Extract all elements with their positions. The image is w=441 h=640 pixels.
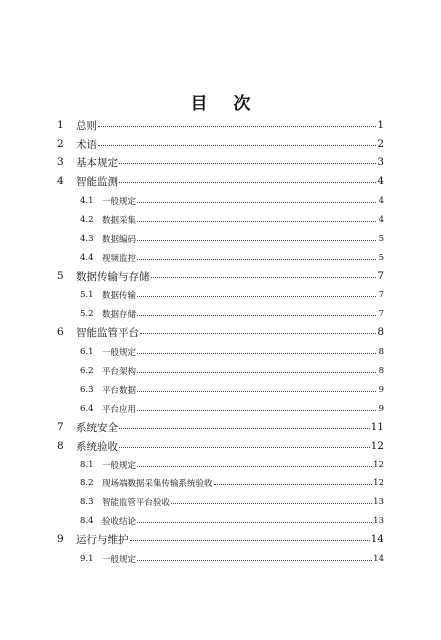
dot-leader bbox=[137, 202, 376, 203]
toc-label: 术语 bbox=[76, 138, 97, 151]
toc-number: 8.4 bbox=[80, 516, 94, 526]
toc-page-number: 3 bbox=[377, 156, 384, 168]
toc-entry bbox=[76, 269, 384, 284]
toc-label: 数据存储 bbox=[102, 310, 137, 320]
toc-number: 4 bbox=[57, 175, 64, 187]
toc-entry bbox=[102, 384, 384, 396]
toc-entry bbox=[76, 420, 384, 435]
dot-leader bbox=[137, 240, 376, 241]
toc-number: 5.2 bbox=[80, 309, 94, 319]
toc-section-row[interactable] bbox=[0, 382, 441, 398]
toc-page-number: 9 bbox=[378, 385, 384, 395]
toc-number: 6.4 bbox=[80, 404, 94, 414]
toc-label: 平台架构 bbox=[102, 367, 137, 377]
toc-title-right: 次 bbox=[233, 94, 251, 114]
toc-title-left: 目 bbox=[190, 94, 208, 114]
toc-entry bbox=[102, 459, 384, 471]
toc-label: 数据编码 bbox=[102, 235, 137, 245]
toc-chapter-row[interactable] bbox=[0, 154, 441, 170]
toc-page-number: 2 bbox=[377, 138, 384, 150]
toc-label: 视频监控 bbox=[102, 254, 137, 264]
toc-number: 8.1 bbox=[80, 460, 94, 470]
toc-page-number: 8 bbox=[378, 366, 384, 376]
toc-page-number: 7 bbox=[377, 270, 384, 282]
toc-number: 4.3 bbox=[80, 234, 94, 244]
toc-page-number: 8 bbox=[377, 326, 384, 338]
dot-leader bbox=[130, 540, 370, 541]
toc-chapter-row[interactable] bbox=[0, 173, 441, 189]
dot-leader bbox=[137, 353, 376, 354]
toc-chapter-row[interactable] bbox=[0, 438, 441, 454]
toc-number: 8 bbox=[57, 440, 64, 452]
toc-entry bbox=[102, 195, 384, 207]
toc-number: 4.4 bbox=[80, 253, 94, 263]
toc-number: 2 bbox=[57, 138, 64, 150]
toc-label: 系统验收 bbox=[76, 440, 118, 453]
toc-page-number: 14 bbox=[370, 533, 384, 545]
toc-entry bbox=[76, 118, 384, 133]
toc-page-number: 11 bbox=[370, 421, 384, 433]
toc-section-row[interactable] bbox=[0, 494, 441, 510]
toc-number: 1 bbox=[57, 119, 64, 131]
toc-label: 智能监管平台验收 bbox=[102, 498, 171, 508]
toc-number: 6.1 bbox=[80, 347, 94, 357]
dot-leader bbox=[137, 221, 376, 222]
toc-label: 数据采集 bbox=[102, 216, 137, 226]
toc-label: 数据传输 bbox=[102, 291, 137, 301]
toc-entry bbox=[76, 532, 384, 547]
toc-label: 数据传输与存储 bbox=[76, 270, 150, 283]
toc-number: 8.2 bbox=[80, 478, 94, 488]
toc-number: 6.3 bbox=[80, 385, 94, 395]
toc-number: 9 bbox=[57, 533, 64, 545]
toc-entry bbox=[102, 233, 384, 245]
toc-number: 4.2 bbox=[80, 215, 94, 225]
toc-section-row[interactable] bbox=[0, 212, 441, 228]
toc-section-row[interactable] bbox=[0, 363, 441, 379]
toc-entry bbox=[102, 496, 384, 508]
toc-entry bbox=[102, 308, 384, 320]
toc-number: 5 bbox=[57, 270, 64, 282]
toc-label: 一般规定 bbox=[102, 461, 137, 471]
toc-number: 6.2 bbox=[80, 366, 94, 376]
toc-label: 一般规定 bbox=[102, 348, 137, 358]
dot-leader bbox=[137, 259, 376, 260]
toc-chapter-row[interactable] bbox=[0, 419, 441, 435]
toc-chapter-row[interactable] bbox=[0, 136, 441, 152]
toc-page-number: 9 bbox=[378, 404, 384, 414]
toc-label: 基本规定 bbox=[76, 156, 118, 169]
toc-number: 3 bbox=[57, 156, 64, 168]
dot-leader bbox=[137, 391, 376, 392]
dot-leader bbox=[137, 522, 372, 523]
toc-page-number: 12 bbox=[373, 460, 384, 470]
toc-section-row[interactable] bbox=[0, 551, 441, 567]
dot-leader bbox=[119, 163, 376, 164]
toc-page-number: 5 bbox=[378, 253, 384, 263]
toc-entry bbox=[102, 553, 384, 565]
toc-label: 验收结论 bbox=[102, 517, 137, 527]
toc-section-row[interactable] bbox=[0, 344, 441, 360]
toc-label: 系统安全 bbox=[76, 421, 118, 434]
toc-page-number: 8 bbox=[378, 347, 384, 357]
toc-label: 一般规定 bbox=[102, 555, 137, 565]
toc-label: 运行与维护 bbox=[76, 533, 129, 546]
toc-section-row[interactable] bbox=[0, 287, 441, 303]
dot-leader bbox=[119, 182, 376, 183]
dot-leader bbox=[137, 372, 376, 373]
dot-leader bbox=[98, 145, 376, 146]
toc-page-number: 7 bbox=[378, 309, 384, 319]
toc-number: 8.3 bbox=[80, 497, 94, 507]
toc-page-number: 13 bbox=[373, 516, 384, 526]
toc-label: 智能监测 bbox=[76, 175, 118, 188]
toc-section-row[interactable] bbox=[0, 457, 441, 473]
toc-label: 现场端数据采集传输系统验收 bbox=[102, 479, 213, 489]
toc-number: 5.1 bbox=[80, 290, 94, 300]
toc-entry bbox=[102, 252, 384, 264]
dot-leader bbox=[140, 333, 376, 334]
toc-chapter-row[interactable] bbox=[0, 268, 441, 284]
toc-page-number: 5 bbox=[378, 234, 384, 244]
toc-entry bbox=[76, 155, 384, 170]
toc-page-number: 7 bbox=[378, 290, 384, 300]
dot-leader bbox=[98, 126, 376, 127]
toc-page-number: 14 bbox=[373, 554, 384, 564]
toc-chapter-row[interactable] bbox=[0, 531, 441, 547]
dot-leader bbox=[137, 560, 372, 561]
toc-entry bbox=[102, 365, 384, 377]
toc-section-row[interactable] bbox=[0, 306, 441, 322]
toc-entry bbox=[102, 214, 384, 226]
dot-leader bbox=[171, 503, 372, 504]
toc-entry bbox=[102, 289, 384, 301]
toc-chapter-row[interactable] bbox=[0, 324, 441, 340]
toc-number: 6 bbox=[57, 326, 64, 338]
toc-section-row[interactable] bbox=[0, 193, 441, 209]
dot-leader bbox=[137, 466, 372, 467]
toc-page-number: 1 bbox=[377, 119, 384, 131]
toc-section-row[interactable] bbox=[0, 250, 441, 266]
toc-entry bbox=[76, 325, 384, 340]
toc-page-number: 13 bbox=[373, 497, 384, 507]
toc-title bbox=[0, 89, 441, 114]
dot-leader bbox=[214, 484, 373, 485]
toc-label: 平台应用 bbox=[102, 405, 137, 415]
toc-entry bbox=[76, 174, 384, 189]
toc-number: 7 bbox=[57, 421, 64, 433]
toc-label: 平台数据 bbox=[102, 386, 137, 396]
toc-entry bbox=[102, 515, 384, 527]
toc-entry bbox=[76, 439, 384, 454]
toc-page-number: 4 bbox=[378, 215, 384, 225]
toc-entry bbox=[102, 403, 384, 415]
toc-number: 9.1 bbox=[80, 554, 94, 564]
dot-leader bbox=[137, 296, 376, 297]
toc-section-row[interactable] bbox=[0, 475, 441, 491]
toc-label: 一般规定 bbox=[102, 197, 137, 207]
toc-section-row[interactable] bbox=[0, 231, 441, 247]
toc-number: 4.1 bbox=[80, 196, 94, 206]
dot-leader bbox=[119, 428, 370, 429]
toc-label: 总则 bbox=[76, 119, 97, 132]
toc-section-row[interactable] bbox=[0, 513, 441, 529]
toc-page-number: 4 bbox=[378, 196, 384, 206]
dot-leader bbox=[151, 277, 377, 278]
dot-leader bbox=[137, 315, 376, 316]
toc-entry bbox=[102, 346, 384, 358]
dot-leader bbox=[137, 410, 376, 411]
toc-page-number: 4 bbox=[377, 175, 384, 187]
toc-page-number: 12 bbox=[370, 440, 384, 452]
toc-section-row[interactable] bbox=[0, 401, 441, 417]
toc-page-number: 12 bbox=[373, 478, 384, 488]
toc-chapter-row[interactable] bbox=[0, 117, 441, 133]
toc-entry bbox=[76, 137, 384, 152]
toc-entry bbox=[102, 477, 384, 489]
dot-leader bbox=[119, 447, 370, 448]
toc-label: 智能监管平台 bbox=[76, 326, 139, 339]
